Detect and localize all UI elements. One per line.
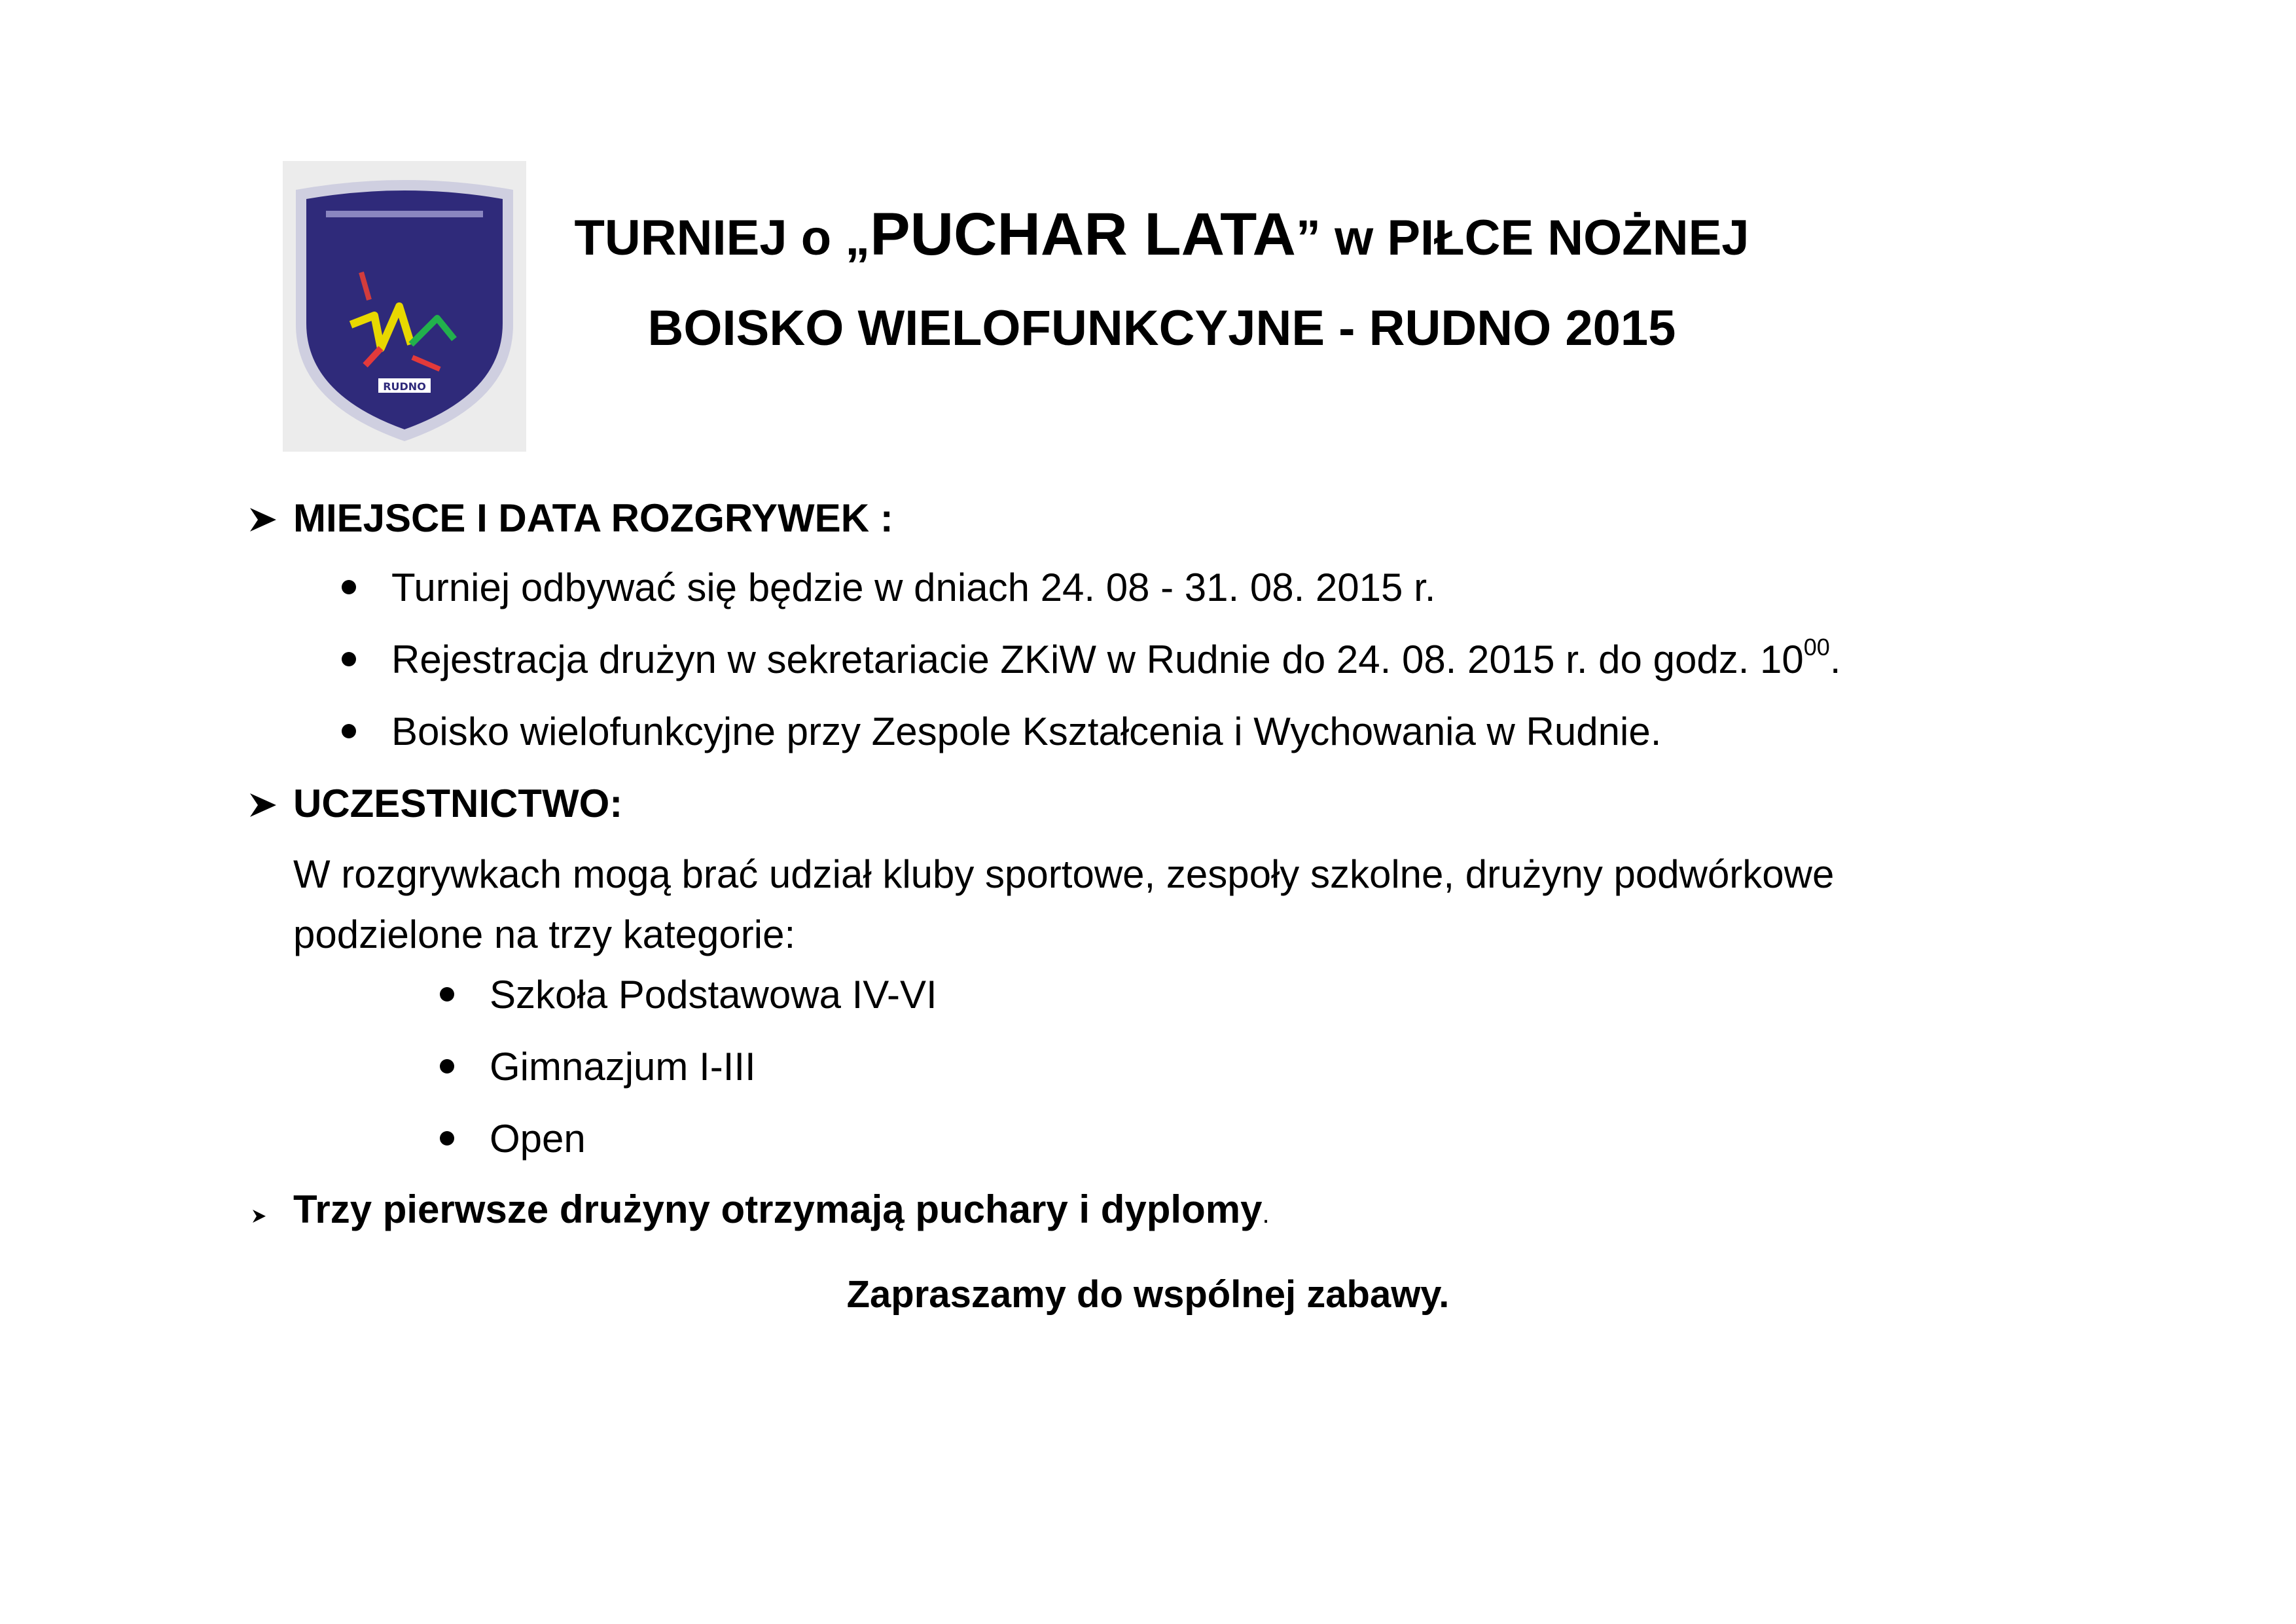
shield-emblem-icon <box>283 161 526 452</box>
small-arrow-bullet-icon <box>246 1183 292 1236</box>
club-logo <box>283 161 526 452</box>
title-line-2: BOISKO WIELOFUNKCYJNE - RUDNO 2015 <box>647 300 1676 356</box>
bullet-dot-icon <box>342 724 356 738</box>
bullet-dot-icon <box>440 987 454 1001</box>
participation-paragraph: W rozgrywkach mogą brać udział kluby sportowe, zespoły szkolne, drużyny podwórkowe podzielone na trzy kategorie: <box>293 852 1835 956</box>
arrow-bullet-icon <box>246 778 292 830</box>
bullet-dot-icon <box>342 580 356 594</box>
bullet-dot-icon <box>342 652 356 666</box>
bullet-dot-icon <box>440 1131 454 1146</box>
logo-text: RUDNO <box>383 380 426 393</box>
title-line-1: TURNIEJ o „PUCHAR LATA” w PIŁCE NOŻNEJ <box>574 201 1749 268</box>
arrow-bullet-icon <box>246 492 292 545</box>
closing-invitation: Zapraszamy do wspólnej zabawy. <box>846 1273 1450 1316</box>
bullet-dot-icon <box>440 1059 454 1074</box>
title-highlight: PUCHAR LATA <box>870 201 1296 268</box>
